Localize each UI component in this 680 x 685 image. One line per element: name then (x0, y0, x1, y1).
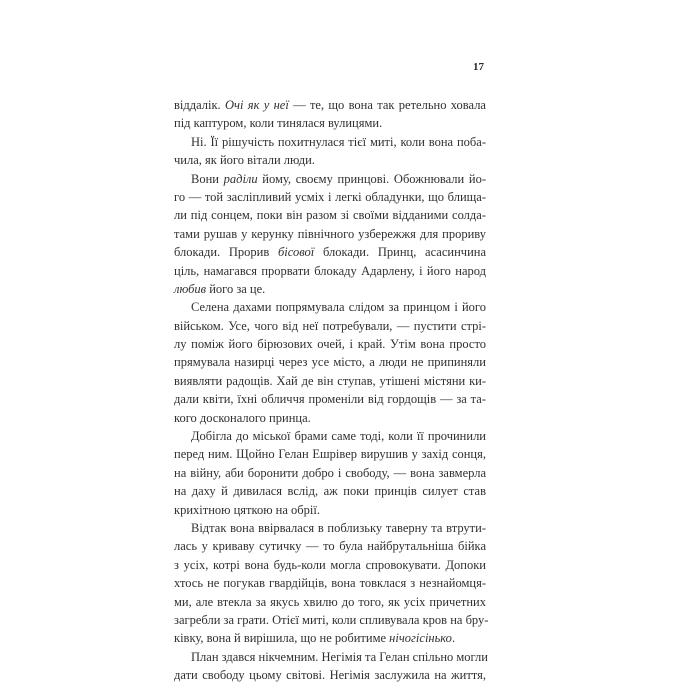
text-line (174, 151, 486, 169)
text-run: з усіх, котрі вона будь-коли могла спровокувати. Допоки (174, 557, 486, 572)
text-run: го — той засліпливий усміх і легкі обладунки, що блища- (174, 189, 486, 204)
text-line (174, 170, 486, 188)
text-run: віддалік. (174, 98, 225, 112)
text-run: ківку, вона й вирішила, що не робитиме (174, 631, 390, 646)
text-line (174, 648, 486, 666)
italic-text: Очі як у неї (224, 98, 289, 112)
text-run: — те, що вона так ретельно ховала (288, 98, 486, 112)
text-line (174, 243, 486, 261)
text-line (174, 96, 486, 114)
text-run: під каптуром, коли тинялася вулицями. (174, 116, 383, 131)
text-line (174, 611, 489, 629)
text-line (174, 537, 486, 555)
text-run: блокади. Принц, асасинчина (314, 245, 486, 260)
text-line (174, 206, 486, 224)
text-run: ціль, намагався прорвати блокаду Адарлену, і його народ (174, 263, 486, 278)
text-run: прямувала назирці через усе місто, а люди не припиняли (174, 355, 486, 370)
paragraph (174, 298, 486, 427)
italic-text: раділи (223, 171, 258, 186)
text-line (174, 445, 486, 463)
text-run: перед ним. Щойно Гелан Ешрівер вирушив у захід сонця, (174, 447, 486, 462)
text-run: крихітною цяткою на обрії. (174, 502, 320, 517)
text-run: План здався нікчемним. Негімія та Гелан спільно могли (191, 649, 488, 664)
text-line (174, 133, 486, 151)
text-line (174, 390, 486, 408)
body-text (174, 96, 489, 685)
text-line (174, 556, 486, 574)
text-line (174, 262, 486, 280)
text-line (174, 225, 486, 243)
italic-text: нічогісінько (389, 631, 452, 646)
text-line (174, 501, 486, 519)
text-run: дали квіти, їхні обличчя променіли від гордощів — за та- (174, 392, 486, 407)
text-run: ли під сонцем, поки він разом зі своїми відданими солда- (174, 208, 486, 223)
text-line (174, 666, 486, 684)
paragraph (174, 519, 489, 648)
text-run: Селена дахами попрямувала слідом за принцом і його (191, 300, 486, 315)
text-line (174, 280, 486, 298)
text-run: загребли за грати. Отієї миті, коли спливувала кров на бру- (174, 612, 489, 627)
paragraph (174, 648, 486, 685)
text-line (174, 298, 486, 316)
paragraph (174, 96, 486, 133)
text-run: на війну, аби боронити добро і свободу, — вона завмерла (174, 465, 486, 480)
text-run: блокади. Прорив (174, 245, 278, 260)
text-run: дати свободу цьому світові. Негімія заслужила на життя, (174, 668, 486, 683)
text-run: тами рушав у керунку північного узбережжя для прориву (174, 226, 486, 241)
paragraph (174, 427, 486, 519)
text-line (174, 464, 486, 482)
text-line (174, 409, 486, 427)
italic-text: любив (174, 281, 207, 296)
text-line (174, 188, 486, 206)
text-run: виявляти радощів. Хай де він ступав, утішені містяни ки- (174, 373, 486, 388)
text-run: . (451, 631, 456, 646)
paragraph (174, 133, 486, 170)
text-run: ми, але втекла за якусь хвилю до того, як усіх причетних (174, 594, 486, 609)
text-run: хтось не погукав гвардійців, вона товклася з незнайомця- (174, 576, 486, 591)
text-line (174, 114, 486, 132)
italic-text: бісової (278, 245, 315, 260)
text-run: лу поміж його бірюзових очей, і край. Утім вона просто (174, 337, 486, 352)
text-line (174, 427, 486, 445)
text-line (174, 629, 486, 647)
text-line (174, 593, 486, 611)
text-line (174, 372, 486, 390)
text-line (174, 574, 486, 592)
text-run: Відтак вона ввірвалася в поблизьку таверну та втрути- (191, 520, 486, 535)
text-run: військом. Усе, чого від неї потребували, — пустити стрі- (174, 318, 486, 333)
text-run: чила, як його вітали люди. (174, 153, 315, 168)
text-line (174, 335, 486, 353)
text-run: на даху й дивилася вслід, аж поки принців силует став (174, 484, 486, 499)
text-run: Вони (191, 171, 224, 186)
text-run: Ні. Її рішучість похитнулася тієї миті, коли вона поба- (191, 134, 486, 149)
page-number: 17 (473, 61, 484, 73)
text-run: кого досконалого принца. (174, 410, 311, 425)
text-line (174, 482, 486, 500)
text-run: його за це. (206, 281, 266, 296)
text-run: Добігла до міської брами саме тоді, коли її прочинили (191, 429, 486, 444)
text-line (174, 519, 486, 537)
text-line (174, 317, 486, 335)
paragraph (174, 170, 486, 299)
text-run: йому, своєму принцові. Обожнювали йо- (257, 171, 486, 186)
text-line (174, 353, 486, 371)
text-run: лась у криваву сутичку — то була найбрутальніша бійка (174, 539, 486, 554)
